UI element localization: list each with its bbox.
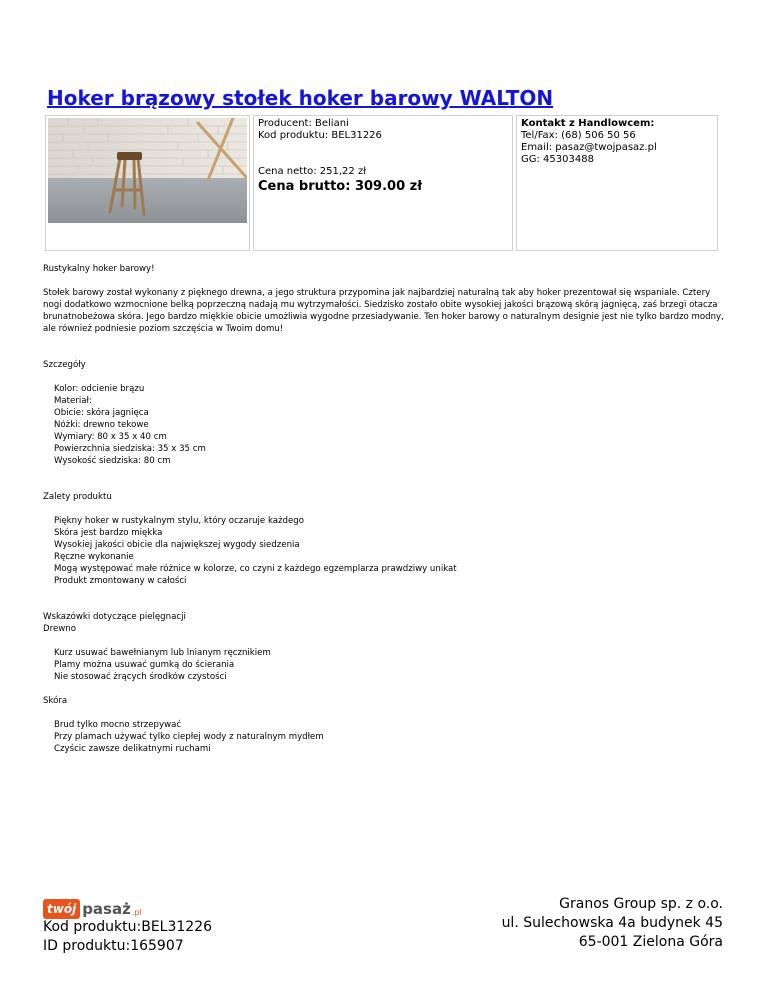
details-heading: Szczegóły xyxy=(43,360,86,370)
list-item: Brud tylko mocno strzepywać xyxy=(54,720,182,730)
care-wood-list xyxy=(43,647,728,683)
list-item: Obicie: skóra jagnięca xyxy=(54,408,149,418)
footer-product-ids xyxy=(43,918,212,956)
list-item: Wysokość siedziska: 80 cm xyxy=(54,456,171,466)
footer-city: 65-001 Zielona Góra xyxy=(578,934,723,950)
list-item: Kolor: odcienie brązu xyxy=(54,384,145,394)
footer-product-id: ID produktu:165907 xyxy=(43,938,184,954)
contact-tel: Tel/Fax: (68) 506 50 56 xyxy=(521,130,636,141)
care-heading: Wskazówki dotyczące pielęgnacji xyxy=(43,612,186,622)
list-item: Nie stosować żrących środków czystości xyxy=(54,672,227,682)
list-item: Przy plamach używać tylko ciepłej wody z naturalnym mydłem xyxy=(54,732,324,742)
description-intro: Rustykalny hoker barowy! xyxy=(43,264,155,274)
list-item: Wymiary: 80 x 35 x 40 cm xyxy=(54,432,167,442)
price-gross: Cena brutto: 309.00 zł xyxy=(258,179,423,194)
advantages-list xyxy=(43,515,728,587)
product-title-link[interactable]: Hoker brązowy stołek hoker barowy WALTON xyxy=(47,86,554,110)
contact-heading: Kontakt z Handlowcem: xyxy=(521,118,655,129)
list-item: Mogą występować małe różnice w kolorze, co czyni z każdego egzemplarza prawdziwy unikat xyxy=(54,564,457,574)
product-code-text: Kod produktu: BEL31226 xyxy=(258,130,382,141)
list-item: Plamy można usuwać gumką do ścierania xyxy=(54,660,235,670)
product-header-table xyxy=(45,115,718,251)
product-photo xyxy=(48,118,247,223)
footer-company-address xyxy=(502,895,723,952)
care-leather-list xyxy=(43,719,728,755)
footer-street: ul. Sulechowska 4a budynek 45 xyxy=(501,915,723,931)
list-item: Ręczne wykonanie xyxy=(54,552,134,562)
care-leather-heading: Skóra xyxy=(43,696,68,706)
list-item: Powierzchnia siedziska: 35 x 35 cm xyxy=(54,444,206,454)
list-item: Piękny hoker w rustykalnym stylu, który oczaruje każdego xyxy=(54,516,305,526)
list-item: Produkt zmontowany w całości xyxy=(54,576,187,586)
product-info-cell xyxy=(253,115,513,251)
contact-gg: GG: 45303488 xyxy=(521,154,594,165)
logo-text: pasaż xyxy=(82,900,131,918)
footer-company-name: Granos Group sp. z o.o. xyxy=(559,896,723,912)
logo-suffix: .pl xyxy=(131,907,142,917)
footer-product-code: Kod produktu:BEL31226 xyxy=(43,919,213,935)
list-item: Wysokiej jakości obicie dla największej wygody siedzenia xyxy=(54,540,300,550)
logo-box: twój xyxy=(43,899,80,919)
producer-text: Producent: Beliani xyxy=(258,118,349,129)
list-item: Materiał: xyxy=(54,396,92,406)
details-list xyxy=(43,383,728,467)
list-item: Nóżki: drewno tekowe xyxy=(54,420,149,430)
contact-cell xyxy=(516,115,718,251)
contact-email: Email: pasaz@twojpasaz.pl xyxy=(521,142,657,153)
care-wood-heading: Drewno xyxy=(43,624,76,634)
list-item: Kurz usuwać bawełnianym lub lnianym ręcznikiem xyxy=(54,648,271,658)
product-description xyxy=(43,263,728,755)
list-item: Skóra jest bardzo miękka xyxy=(54,528,163,538)
description-body: Stołek barowy został wykonany z pięknego drewna, a jego struktura przypomina jak najbardziej naturalną tak aby hoker prezentował się wspaniale. Cztery nogi dodatkowo wzmocnione belką poprzeczną nadają mu wytrzymałości. Siedzisko zostało obite wysokiej jakości brązową skórą jagnięcą, zaś brzegi otacza brunatnobeżowa skóra. Jego bardzo miękkie obicie umożliwia wygodne przesiadywanie. Ten hoker barowy o naturalnym designie jest nie tylko bardzo modny, ale również podniesie poziom szczęścia w Twoim domu! xyxy=(43,288,724,334)
advantages-heading: Zalety produktu xyxy=(43,492,112,502)
price-net: Cena netto: 251,22 zł xyxy=(258,166,367,177)
list-item: Czyścic zawsze delikatnymi ruchami xyxy=(54,744,211,754)
product-image-cell xyxy=(45,115,250,251)
